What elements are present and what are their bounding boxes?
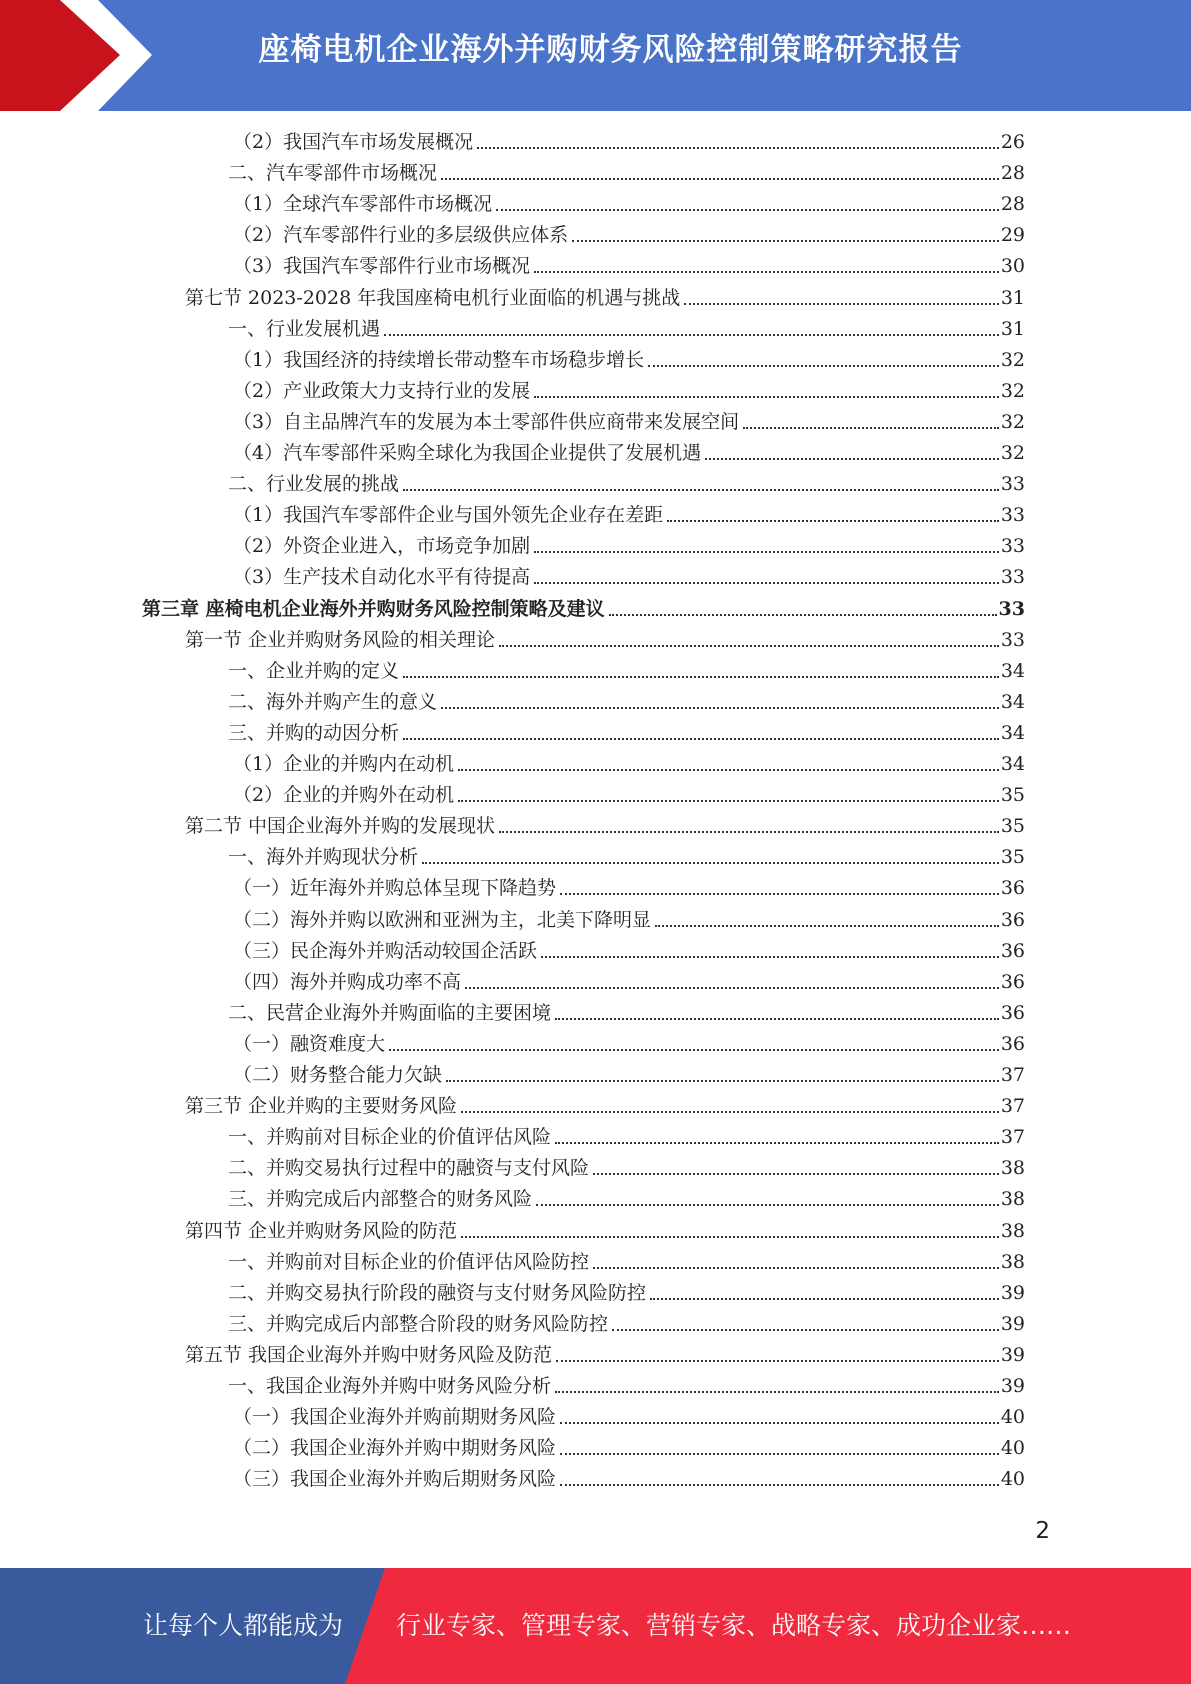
toc-dot-leader [743,427,999,429]
toc-dot-leader [705,458,999,460]
toc-entry[interactable] [228,842,1025,873]
toc-dot-leader [403,489,999,491]
toc-entry-title: （二）我国企业海外并购中期财务风险 [233,1437,557,1460]
toc-entry[interactable] [233,1029,1025,1060]
page-number: 2 [1035,1518,1050,1544]
page-footer [0,1568,1191,1684]
toc-entry-title: （1）全球汽车零部件市场概况 [233,193,493,216]
toc-entry-page: 38 [1000,1250,1025,1273]
toc-entry-title: 一、并购前对目标企业的价值评估风险防控 [228,1250,590,1273]
toc-entry-page: 32 [1000,348,1025,371]
toc-entry-page: 39 [1000,1312,1025,1335]
toc-entry-page: 33 [998,597,1025,620]
toc-entry[interactable] [228,1278,1025,1309]
toc-entry-title: （2）汽车零部件行业的多层级供应体系 [233,224,569,247]
toc-entry-title: 第二节 中国企业海外并购的发展现状 [185,815,496,838]
toc-entry-title: 一、我国企业海外并购中财务风险分析 [228,1375,552,1397]
toc-entry-title: 第七节 2023-2028 年我国座椅电机行业面临的机遇与挑战 [185,286,681,309]
toc-entry[interactable] [228,469,1025,500]
toc-entry-page: 33 [1000,504,1025,527]
toc-entry-title: 一、并购前对目标企业的价值评估风险 [228,1126,552,1149]
toc-entry[interactable] [233,500,1025,531]
toc-entry[interactable] [228,1309,1025,1340]
toc-entry-page: 39 [1000,1281,1025,1304]
toc-entry-page: 37 [1000,1126,1025,1149]
toc-entry-title: （1）企业的并购内在动机 [233,753,455,775]
toc-dot-leader [458,800,999,802]
toc-entry-page: 37 [1000,1095,1025,1118]
toc-entry[interactable] [185,625,1025,656]
toc-entry-title: 三、并购的动因分析 [228,721,400,744]
toc-entry-title: 二、民营企业海外并购面临的主要困境 [228,1001,552,1024]
toc-dot-leader [534,551,999,553]
toc-entry[interactable] [185,1216,1025,1247]
toc-entry-page: 33 [1000,566,1025,589]
toc-dot-leader [384,334,999,336]
toc-dot-leader [556,1360,999,1362]
toc-entry-page: 38 [1000,1219,1025,1242]
toc-entry-title: （3）我国汽车零部件行业市场概况 [233,255,531,278]
toc-dot-leader [446,1080,999,1082]
toc-entry-page: 31 [1000,317,1025,340]
toc-entry-page: 40 [1000,1468,1025,1491]
toc-entry-title: 二、并购交易执行过程中的融资与支付风险 [228,1157,590,1180]
toc-dot-leader [465,987,999,989]
toc-dot-leader [458,769,999,771]
toc-dot-leader [593,1173,999,1175]
toc-entry[interactable] [228,314,1025,345]
toc-entry-title: （4）汽车零部件采购全球化为我国企业提供了发展机遇 [233,442,702,464]
toc-dot-leader [534,582,999,584]
toc-entry-title: （3）生产技术自动化水平有待提高 [233,566,531,589]
toc-entry[interactable] [228,1371,1025,1402]
toc-entry-title: 二、并购交易执行阶段的融资与支付财务风险防控 [228,1281,647,1304]
toc-entry-title: （二）财务整合能力欠缺 [233,1064,443,1086]
toc-entry-title: （2）产业政策大力支持行业的发展 [233,379,531,402]
toc-entry-page: 31 [1000,286,1025,309]
toc-entry[interactable] [228,687,1025,718]
toc-dot-leader [560,1484,999,1486]
toc-entry[interactable] [228,998,1025,1029]
toc-entry[interactable] [233,376,1025,407]
toc-entry[interactable] [233,127,1025,158]
toc-dot-leader [684,303,999,305]
toc-entry[interactable] [233,345,1025,376]
toc-entry-title: （1）我国经济的持续增长带动整车市场稳步增长 [233,348,645,371]
toc-entry-page: 28 [1000,193,1025,216]
toc-entry[interactable] [185,283,1025,314]
toc-entry-page: 34 [1000,690,1025,713]
toc-entry[interactable] [233,967,1025,998]
toc-dot-leader [389,1049,999,1051]
toc-entry-title: 第一节 企业并购财务风险的相关理论 [185,628,496,651]
toc-entry-page: 39 [1000,1375,1025,1397]
toc-dot-leader [499,831,999,833]
toc-entry[interactable] [233,1464,1025,1495]
toc-entry-page: 40 [1000,1437,1025,1460]
toc-dot-leader [612,1329,999,1331]
toc-entry-title: （2）企业的并购外在动机 [233,784,455,807]
toc-entry[interactable] [228,1184,1025,1215]
toc-dot-leader [560,893,999,895]
toc-entry[interactable] [228,1247,1025,1278]
toc-entry-title: （一）我国企业海外并购前期财务风险 [233,1406,557,1429]
toc-dot-leader [536,1204,999,1206]
toc-entry[interactable] [233,562,1025,593]
toc-entry-page: 36 [1000,908,1025,931]
footer-slogan-right: 行业专家、管理专家、营销专家、战略专家、成功企业家…… [396,1611,1072,1640]
toc-dot-leader [461,1111,999,1113]
toc-entry[interactable] [233,780,1025,811]
toc-entry-title: 二、海外并购产生的意义 [228,690,438,713]
toc-entry[interactable] [185,811,1025,842]
toc-entry[interactable] [233,220,1025,251]
toc-dot-leader [534,396,999,398]
toc-entry-page: 32 [1000,379,1025,402]
toc-entry-page: 36 [1000,939,1025,962]
toc-entry-page: 33 [1000,473,1025,496]
toc-entry-page: 36 [1000,1001,1025,1024]
toc-dot-leader [555,1391,999,1393]
toc-entry-title: 三、并购完成后内部整合的财务风险 [228,1188,533,1211]
toc-entry-page: 33 [1000,628,1025,651]
toc-dot-leader [441,707,999,709]
toc-entry-page: 34 [1000,721,1025,744]
toc-entry[interactable] [233,936,1025,967]
toc-entry[interactable] [233,251,1025,282]
toc-entry-title: （四）海外并购成功率不高 [233,970,462,993]
toc-entry-page: 38 [1000,1157,1025,1180]
toc-entry-page: 30 [1000,255,1025,278]
toc-entry[interactable] [233,438,1025,469]
toc-dot-leader [650,1298,999,1300]
toc-entry-page: 32 [1000,442,1025,464]
toc-entry-page: 36 [1000,1032,1025,1055]
toc-entry[interactable] [185,1091,1025,1122]
toc-entry-page: 36 [1000,970,1025,993]
toc-entry-title: （三）我国企业海外并购后期财务风险 [233,1468,557,1491]
toc-entry-page: 35 [1000,846,1025,869]
toc-entry[interactable] [228,1122,1025,1153]
toc-entry-page: 35 [1000,815,1025,838]
toc-dot-leader [403,676,999,678]
toc-dot-leader [461,1236,999,1238]
toc-dot-leader [541,956,999,958]
toc-entry-title: 第三节 企业并购的主要财务风险 [185,1095,458,1118]
toc-entry-page: 34 [1000,753,1025,775]
toc-entry-title: （一）近年海外并购总体呈现下降趋势 [233,877,557,900]
toc-entry[interactable] [228,718,1025,749]
toc-entry-title: （3）自主品牌汽车的发展为本土零部件供应商带来发展空间 [233,410,740,433]
toc-entry-page: 29 [1000,224,1025,247]
toc-entry-title: （1）我国汽车零部件企业与国外领先企业存在差距 [233,504,664,527]
toc-entry-title: 第四节 企业并购财务风险的防范 [185,1219,458,1242]
toc-entry-page: 37 [1000,1064,1025,1086]
toc-dot-leader [648,365,999,367]
toc-entry-title: 一、行业发展机遇 [228,317,381,340]
toc-dot-leader [655,925,999,927]
footer-slogan-left: 让每个人都能成为 [143,1611,344,1640]
toc-entry[interactable] [233,1433,1025,1464]
toc-entry-title: （三）民企海外并购活动较国企活跃 [233,939,538,962]
toc-entry-page: 34 [1000,659,1025,682]
toc-entry[interactable] [142,594,1025,625]
toc-dot-leader [403,738,999,740]
toc-entry-title: 二、汽车零部件市场概况 [228,162,438,185]
toc-entry[interactable] [233,189,1025,220]
toc-entry-page: 39 [1000,1343,1025,1366]
toc-dot-leader [555,1142,999,1144]
toc-dot-leader [534,271,999,273]
toc-entry-page: 38 [1000,1188,1025,1211]
report-title: 座椅电机企业海外并购财务风险控制策略研究报告 [258,32,963,68]
toc-entry-title: （2）我国汽车市场发展概况 [233,131,474,153]
toc-entry-page: 35 [1000,784,1025,807]
toc-entry[interactable] [233,1060,1025,1091]
toc-entry[interactable] [228,158,1025,189]
toc-entry-title: 二、行业发展的挑战 [228,473,400,496]
toc-dot-leader [667,520,999,522]
toc-entry-page: 36 [1000,877,1025,900]
toc-dot-leader [441,178,999,180]
toc-dot-leader [422,862,999,864]
toc-entry-page: 28 [1000,162,1025,185]
toc-entry-title: 第五节 我国企业海外并购中财务风险及防范 [185,1343,553,1366]
toc-dot-leader [593,1267,999,1269]
toc-dot-leader [477,147,999,149]
toc-entry[interactable] [228,1153,1025,1184]
toc-entry[interactable] [233,407,1025,438]
toc-entry[interactable] [233,1402,1025,1433]
page-header [0,0,1191,111]
toc-dot-leader [555,1018,999,1020]
toc-dot-leader [496,209,999,211]
toc-entry-title: （二）海外并购以欧洲和亚洲为主，北美下降明显 [233,908,652,931]
toc-entry-title: 一、海外并购现状分析 [228,846,419,869]
toc-dot-leader [560,1453,999,1455]
toc-entry[interactable] [233,531,1025,562]
toc-entry-title: （一）融资难度大 [233,1032,386,1055]
toc-dot-leader [499,645,999,647]
toc-entry-page: 40 [1000,1406,1025,1429]
toc-entry-title: 第三章 座椅电机企业海外并购财务风险控制策略及建议 [142,597,605,620]
toc-entry[interactable] [233,873,1025,904]
toc-entry-title: （2）外资企业进入，市场竞争加剧 [233,535,531,558]
toc-entry-title: 一、企业并购的定义 [228,659,400,682]
toc-dot-leader [609,614,997,616]
toc-dot-leader [572,240,999,242]
toc-entry-page: 33 [1000,535,1025,558]
toc-entry-title: 三、并购完成后内部整合阶段的财务风险防控 [228,1312,609,1335]
toc-entry[interactable] [233,905,1025,936]
toc-entry-page: 32 [1000,410,1025,433]
toc-dot-leader [560,1422,999,1424]
toc-entry[interactable] [233,749,1025,780]
toc-entry[interactable] [228,656,1025,687]
toc-entry[interactable] [185,1340,1025,1371]
toc-entry-page: 26 [1000,131,1025,153]
